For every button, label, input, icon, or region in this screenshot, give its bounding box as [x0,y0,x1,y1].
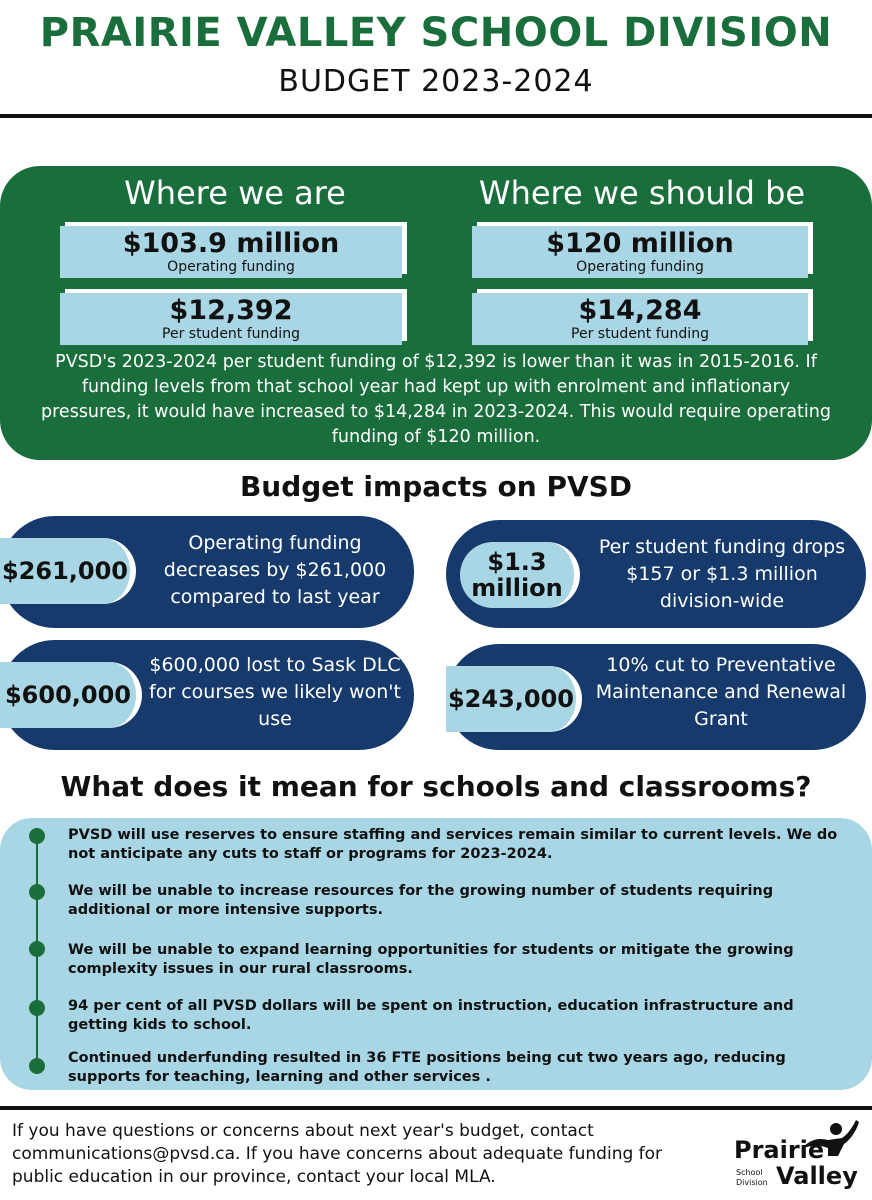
impact-maintenance-grant [446,644,866,750]
schools-item: 94 per cent of all PVSD dollars will be spent on instruction, education infrastructure and getting kids to school. [68,998,794,1033]
current-operating-label: Operating funding [167,259,295,275]
current-operating-value: $103.9 million [122,228,340,259]
bullet-dot [29,1058,45,1074]
schools-item: We will be unable to increase resources for the growing number of students requiring additional or more intensive supports. [68,883,774,918]
page-title: PRAIRIE VALLEY SCHOOL DIVISION [39,10,833,56]
impact-text: Per student funding drops $157 or $1.3 million division-wide [598,536,846,612]
current-per-student-value: $12,392 [169,295,293,326]
bullet-dot [29,941,45,957]
target-operating-label: Operating funding [576,259,704,275]
target-operating-box [472,226,808,278]
logo-small-division: Division [736,1178,768,1187]
schools-heading: What does it mean for schools and classrooms? [60,770,812,803]
pvsd-logo [730,1118,860,1193]
impact-text: 10% cut to Preventative Maintenance and Renewal Grant [595,654,847,730]
schools-item: PVSD will use reserves to ensure staffing and services remain similar to current levels. We do not anticipate any cuts to staff or programs for 2023-2024. [68,827,838,862]
current-per-student-label: Per student funding [162,326,300,342]
current-operating-box [60,226,402,278]
bullet-dot [29,1000,45,1016]
impact-per-student-funding [446,520,866,628]
current-per-student-box [60,293,402,345]
funding-description: PVSD's 2023-2024 per student funding of $12,392 is lower than it was in 2015-2016. If funding levels from that school year had kept up with enrolment and inflationary pressures, it would have increased to $14,284 in 2023-2024. This would require operating funding of $120 million. [41,352,831,447]
impact-amount: $243,000 [446,666,582,732]
impact-text: Operating funding decreases by $261,000 compared to last year [163,532,387,608]
impact-amount: $261,000 [0,538,136,604]
target-operating-value: $120 million [546,228,734,259]
logo-small-school: School [736,1168,763,1177]
footer-divider [0,1106,872,1110]
page-subtitle: BUDGET 2023-2024 [278,64,594,99]
footer-contact-text: If you have questions or concerns about next year's budget, contact communications@pvsd.ca. If you have concerns about adequate funding for public education in our province, contact your local MLA. [12,1121,663,1187]
where-we-should-be-heading: Where we should be [478,174,806,212]
impact-operating-funding [0,516,414,628]
impact-sask-dlc [0,640,414,750]
budget-impacts-heading: Budget impacts on PVSD [239,470,633,503]
header-divider [0,114,872,118]
impact-amount: $600,000 [0,662,142,728]
logo-word-prairie: Prairie [734,1136,825,1164]
impact-text: $600,000 lost to Sask DLC for courses we likely won't use [149,654,401,730]
bullet-dot [29,828,45,844]
target-per-student-value: $14,284 [578,295,702,326]
target-per-student-label: Per student funding [571,326,709,342]
target-per-student-box [472,293,808,345]
schools-item: We will be unable to expand learning opportunities for students or mitigate the growing complexity issues in our rural classrooms. [68,942,794,977]
impact-amount: $1.3 million [460,542,580,608]
schools-item: Continued underfunding resulted in 36 FTE positions being cut two years ago, reducing supports for teaching, learning and other services . [68,1050,786,1085]
logo-word-valley: Valley [776,1162,858,1190]
where-we-are-heading: Where we are [124,174,346,212]
bullet-dot [29,884,45,900]
